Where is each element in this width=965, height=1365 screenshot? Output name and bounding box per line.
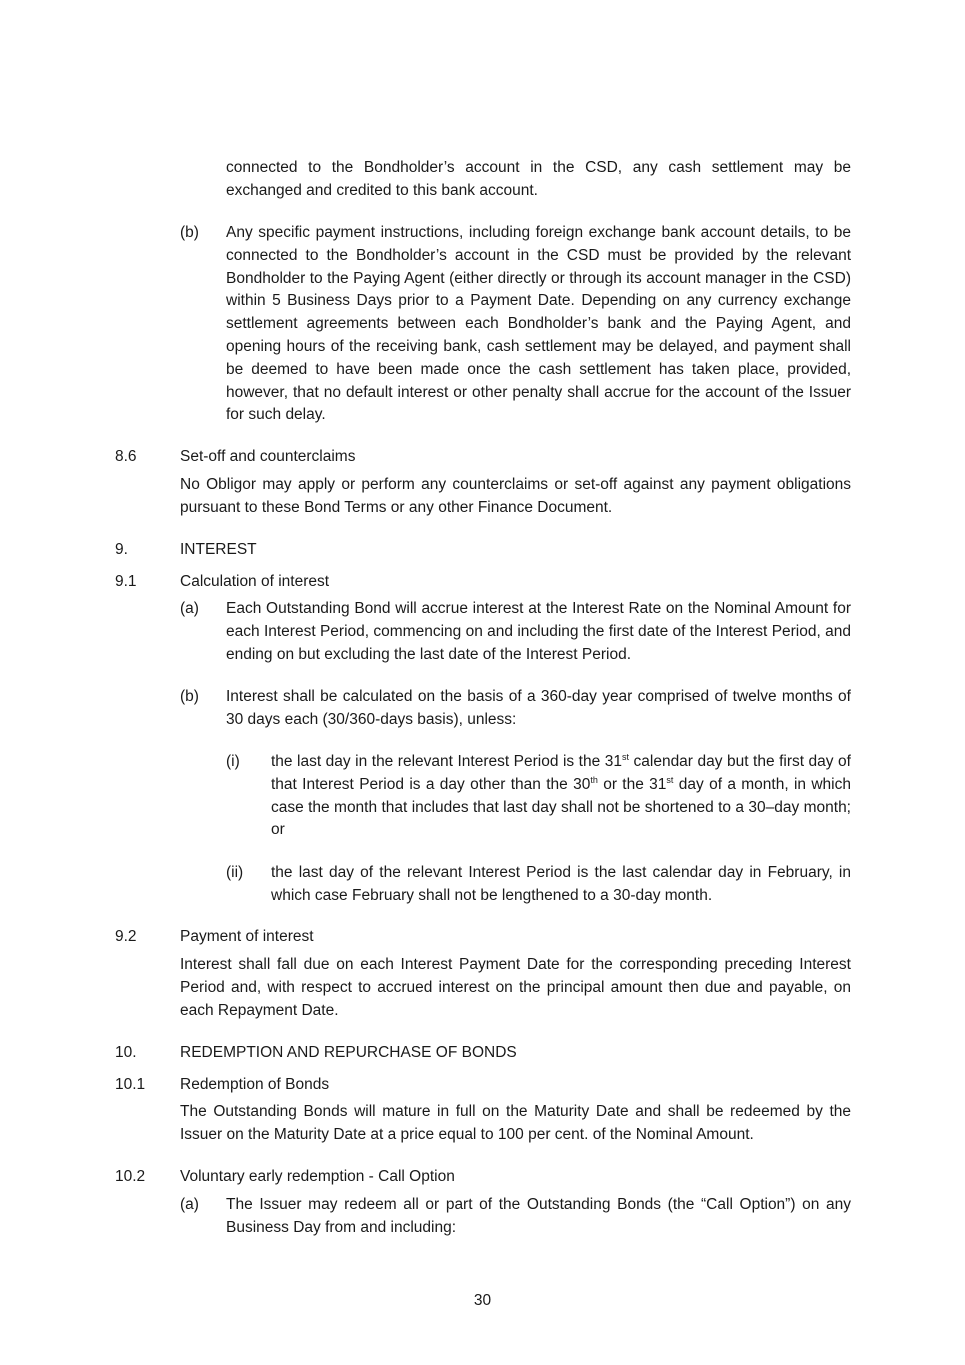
clause-10-2-a-label: (a) (180, 1196, 199, 1213)
section-10-1-number: 10.1 (115, 1076, 146, 1093)
page-number: 30 (473, 1292, 492, 1309)
section-10-number: 10. (115, 1044, 137, 1061)
clause-9-1-b-label: (b) (180, 688, 199, 705)
continuation-paragraph: connected to the Bondholder’s account in the CSD, any cash settlement may be exchanged and credited to this bank account. (226, 159, 851, 199)
clause-9-1-a-label: (a) (180, 600, 199, 617)
section-8-6-heading: Set-off and counterclaims (180, 448, 356, 465)
section-8-6-text: No Obligor may apply or perform any counterclaims or set-off against any payment obligations pursuant to these Bond Terms or any other Finance Document. (180, 476, 851, 516)
clause-9-1-b-i-text: the last day in the relevant Interest Period is the 31st calendar day but the first day of that Interest Period is a day other than the 30th or the 31st day of a month, in which case the month that includes that last day shall not be shortened to a 30–day month; or (271, 752, 851, 839)
clause-9-1-b-ii-label: (ii) (226, 864, 244, 881)
section-9-number: 9. (115, 541, 128, 558)
clause-8-5-b-label: (b) (180, 224, 199, 241)
clause-9-1-a-text: Each Outstanding Bond will accrue interest at the Interest Rate on the Nominal Amount for each Interest Period, commencing on and including the first date of the Interest Period, and ending on but excluding the last date of the Interest Period. (226, 600, 851, 663)
section-9-1-heading: Calculation of interest (180, 573, 330, 590)
section-8-6-number: 8.6 (115, 448, 137, 465)
section-9-1-number: 9.1 (115, 573, 137, 590)
section-10-2-number: 10.2 (115, 1168, 146, 1185)
section-10-2-heading: Voluntary early redemption - Call Option (180, 1168, 455, 1185)
section-9-heading: INTEREST (180, 541, 257, 558)
section-9-2-text: Interest shall fall due on each Interest Payment Date for the corresponding preceding Interest Period and, with respect to accrued interest on the principal amount then due and payable, on each Repayment Date. (180, 956, 851, 1019)
section-9-2-number: 9.2 (115, 928, 137, 945)
clause-8-5-b-text: Any specific payment instructions, including foreign exchange bank account details, to be connected to the Bondholder’s account in the CSD must be provided by the relevant Bondholder to the Paying Agent (either directly or through its account manager in the CSD) within 5 Business Days prior to a Payment Date. Depending on any currency exchange settlement agreements between each Bondholder’s bank and the Paying Agent, and opening hours of the receiving bank, cash settlement may be delayed, and payment shall be deemed to have been made once the cash settlement has taken place, provided, however, that no default interest or other penalty shall accrue for the account of the Issuer for such delay. (226, 224, 851, 424)
clause-9-1-b-ii-text: the last day of the relevant Interest Period is the last calendar day in February, in which case February shall not be lengthened to a 30-day month. (271, 864, 851, 904)
section-10-1-text: The Outstanding Bonds will mature in full on the Maturity Date and shall be redeemed by the Issuer on the Maturity Date at a price equal to 100 per cent. of the Nominal Amount. (180, 1103, 851, 1143)
clause-10-2-a-text: The Issuer may redeem all or part of the Outstanding Bonds (the “Call Option”) on any Business Day from and including: (226, 1196, 851, 1236)
section-10-1-heading: Redemption of Bonds (180, 1076, 330, 1093)
section-10-heading: REDEMPTION AND REPURCHASE OF BONDS (180, 1044, 517, 1061)
clause-9-1-b-i-label: (i) (226, 753, 240, 770)
section-9-2-heading: Payment of interest (180, 928, 314, 945)
clause-9-1-b-text: Interest shall be calculated on the basis of a 360-day year comprised of twelve months of 30 days each (30/360-days basis), unless: (226, 688, 851, 728)
